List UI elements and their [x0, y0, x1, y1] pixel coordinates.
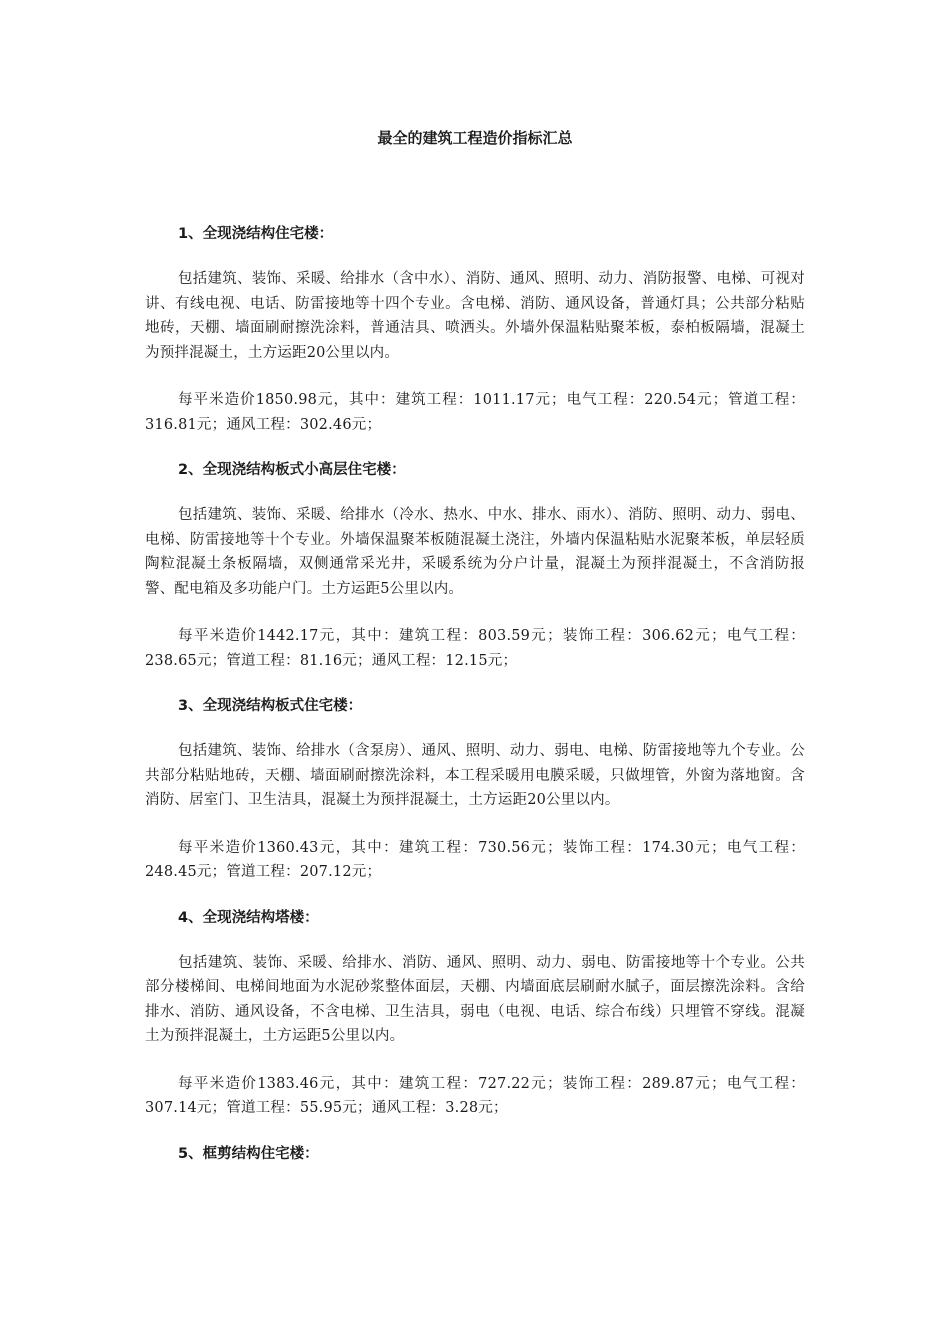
section-heading: 2、全现浇结构板式小高层住宅楼：: [178, 462, 406, 478]
section-heading: 3、全现浇结构板式住宅楼：: [178, 698, 363, 714]
section-heading: 4、全现浇结构塔楼：: [178, 909, 319, 926]
section-description: 包括建筑、装饰、采暖、给排水、消防、通风、照明、动力、弱电、防雷接地等十个专业。公共部分楼梯间、电梯间地面为水泥砂浆整体面层，天棚、内墙面底层刷耐水腻子，面层擦洗涂料。含给排水、消防、通风设备，不含电梯、卫生洁具，弱电（电视、电话、综合布线）只埋管不穿线。混凝土为预拌混凝土，土方运距5公里以内。: [145, 954, 805, 1044]
section-1: [145, 224, 805, 437]
section-3: [145, 696, 805, 885]
section-cost: 每平米造价1360.43元，其中：建筑工程：730.56元；装饰工程：174.30元；电气工程：248.45元；管道工程：207.12元；: [145, 839, 805, 880]
section-5: [145, 1144, 805, 1164]
section-cost: 每平米造价1850.98元，其中：建筑工程：1011.17元；电气工程：220.54元；管道工程：316.81元；通风工程：302.46元；: [145, 392, 805, 433]
section-4: [145, 908, 805, 1121]
section-cost: 每平米造价1442.17元，其中：建筑工程：803.59元；装饰工程：306.62元；电气工程：238.65元；管道工程：81.16元；通风工程：12.15元；: [145, 628, 805, 669]
section-cost: 每平米造价1383.46元，其中：建筑工程：727.22元；装饰工程：289.87元；电气工程：307.14元；管道工程：55.95元；通风工程：3.28元；: [145, 1075, 805, 1116]
document-body: [145, 224, 805, 1187]
section-2: [145, 460, 805, 673]
section-description: 包括建筑、装饰、采暖、给排水（含中水）、消防、通风、照明、动力、消防报警、电梯、可视对讲、有线电视、电话、防雷接地等十四个专业。含电梯、消防、通风设备，普通灯具；公共部分粘贴地砖，天棚、墙面刷耐擦洗涂料，普通洁具、喷洒头。外墙外保温粘贴聚苯板，泰柏板隔墙，混凝土为预拌混凝土，土方运距20公里以内。: [145, 271, 805, 361]
section-description: 包括建筑、装饰、采暖、给排水（冷水、热水、中水、排水、雨水）、消防、照明、动力、弱电、电梯、防雷接地等十个专业。外墙保温聚苯板随混凝土浇注，外墙内保温粘贴水泥聚苯板，单层轻质陶粒混凝土条板隔墙，双侧通常采光井，采暖系统为分户计量，混凝土为预拌混凝土，不含消防报警、配电箱及多功能户门。土方运距5公里以内。: [145, 507, 805, 597]
section-heading: 1、全现浇结构住宅楼：: [178, 226, 334, 242]
document-title: 最全的建筑工程造价指标汇总: [377, 129, 573, 147]
section-description: 包括建筑、装饰、给排水（含泵房）、通风、照明、动力、弱电、电梯、防雷接地等九个专业。公共部分粘贴地砖，天棚、墙面刷耐擦洗涂料，本工程采暖用电膜采暖，只做埋管，外窗为落地窗。含消防、居室门、卫生洁具，混凝土为预拌混凝土，土方运距20公里以内。: [145, 743, 805, 808]
section-heading: 5、框剪结构住宅楼：: [178, 1145, 319, 1162]
